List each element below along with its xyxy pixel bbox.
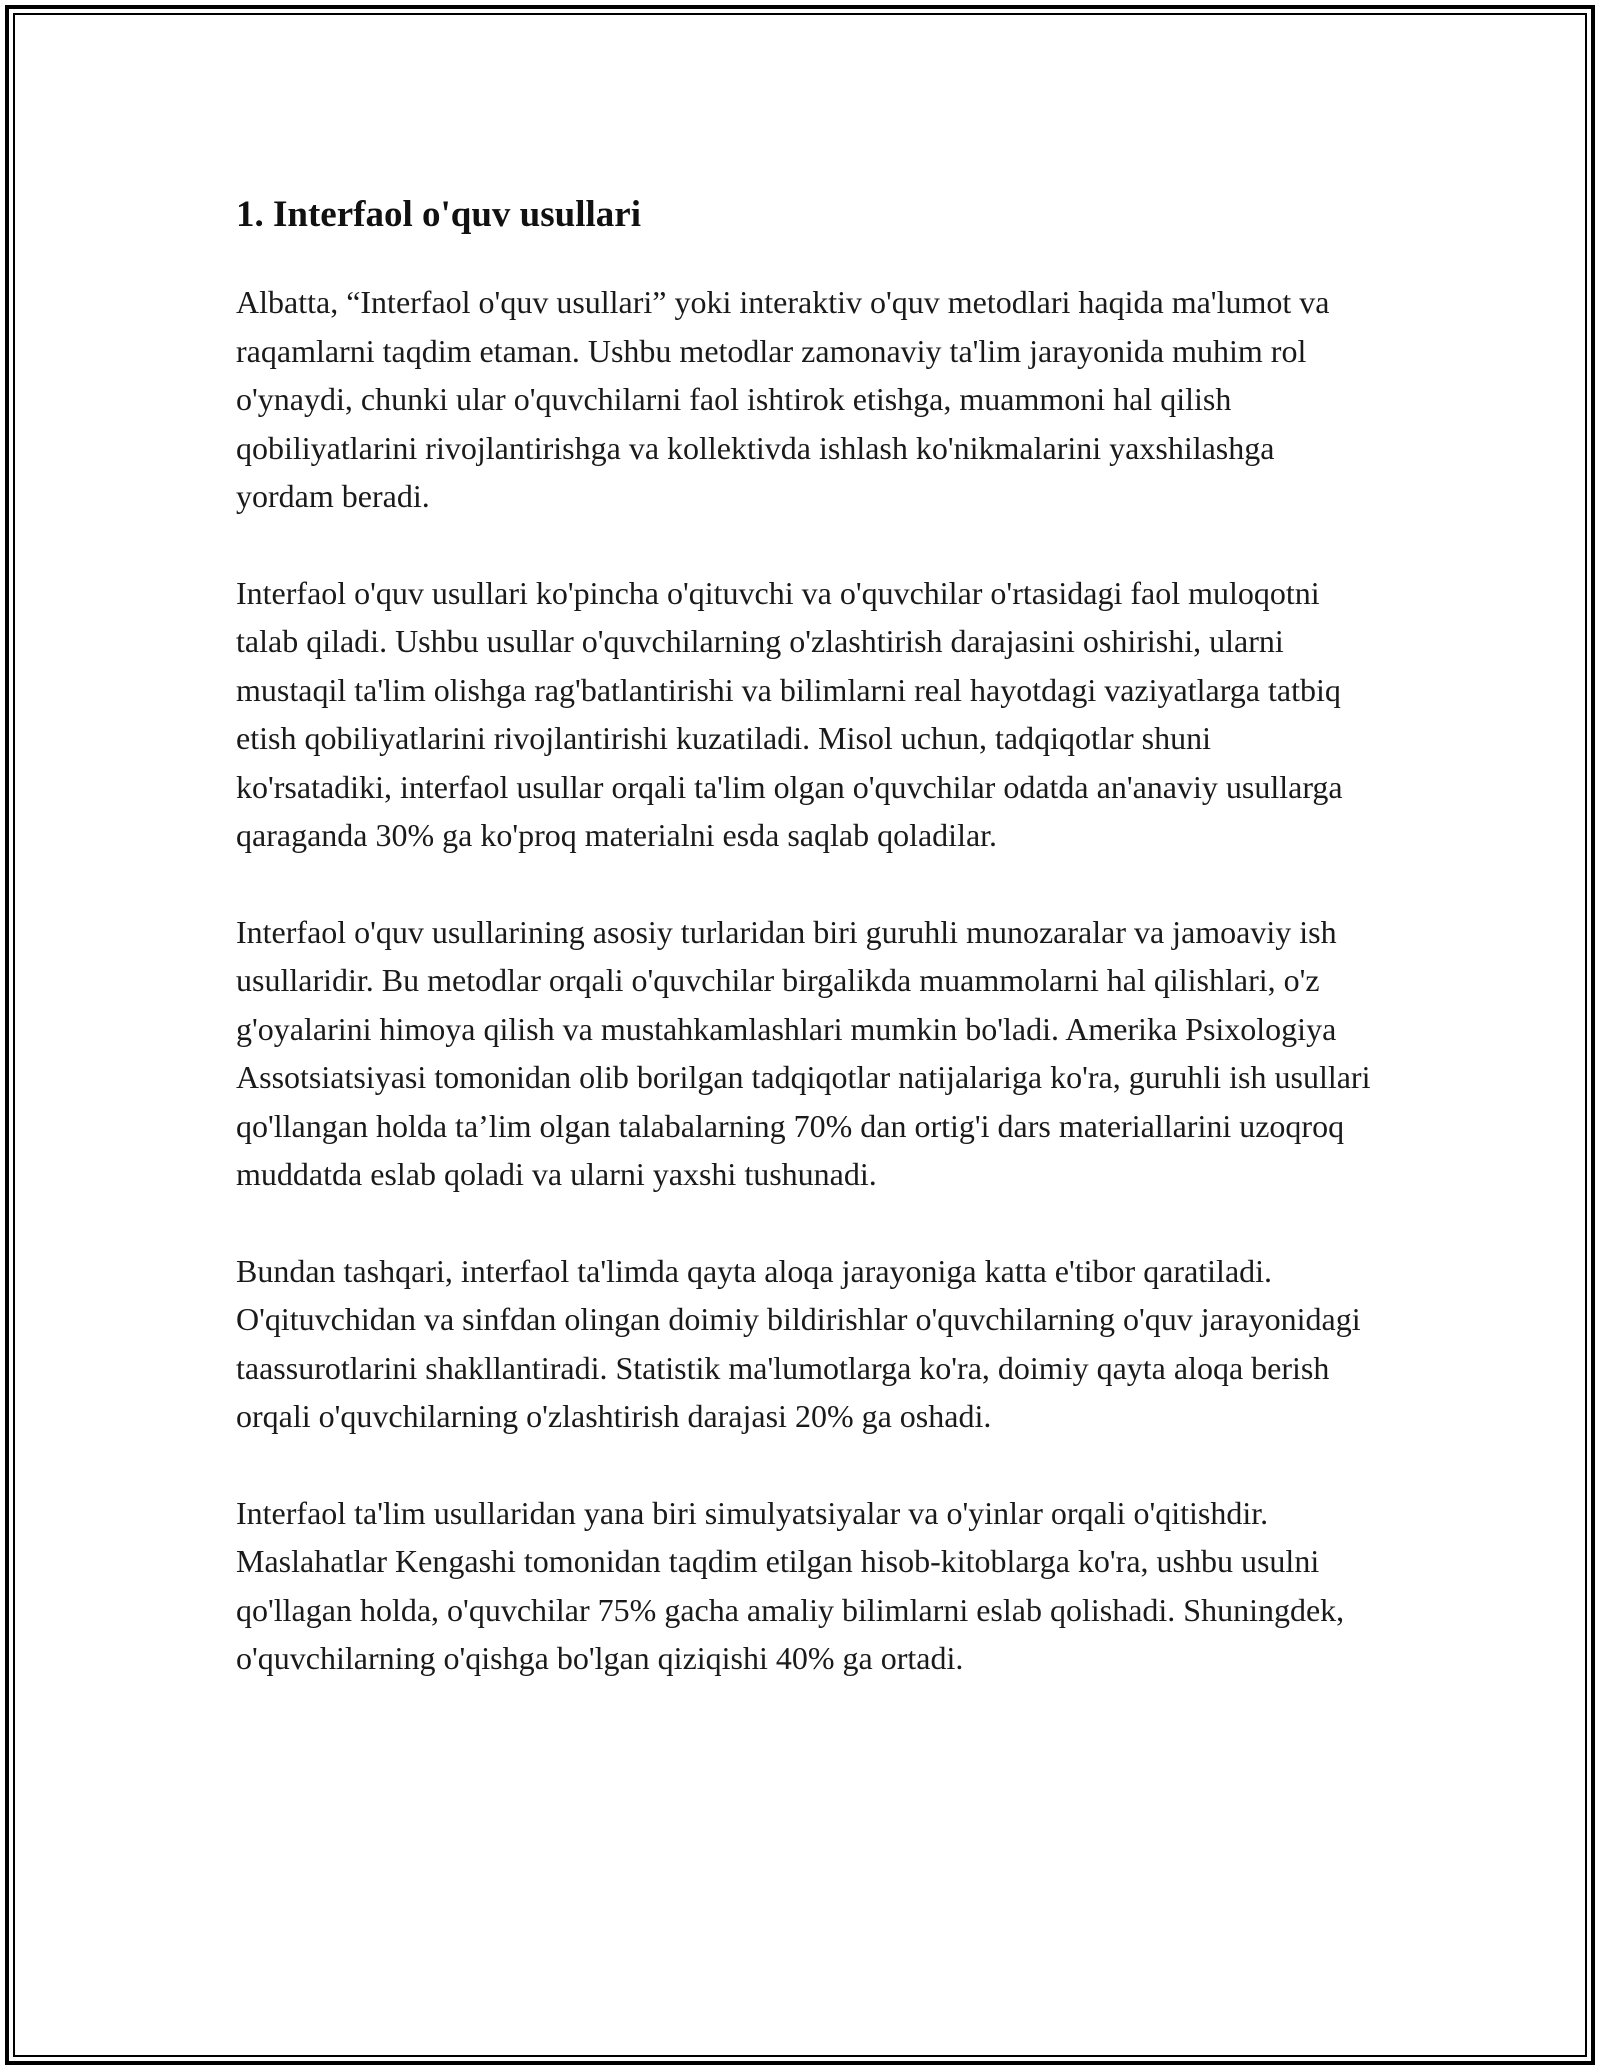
document-body	[236, 188, 1371, 1683]
section-heading: 1. Interfaol o'quv usullari	[236, 194, 641, 235]
paragraph-1: Albatta, “Interfaol o'quv usullari” yoki interaktiv o'quv metodlari haqida ma'lumot va raqamlarni taqdim etaman. Ushbu metodlar zamonaviy ta'lim jarayonida muhim rol o'ynaydi, chunki ular o'quvchilarni faol ishtirok etishga, muammoni hal qilish qobiliyatlarini rivojlantirishga va kollektivda ishlash ko'nikmalarini yaxshilashga yordam beradi.	[236, 284, 1330, 514]
paragraph-5: Interfaol ta'lim usullaridan yana biri simulyatsiyalar va o'yinlar orqali o'qitishdir. Maslahatlar Kengashi tomonidan taqdim etilgan hisob-kitoblarga ko'ra, ushbu usulni qo'llagan holda, o'quvchilar 75% gacha amaliy bilimlarni eslab qolishadi. Shuningdek, o'quvchilarning o'qishga bo'lgan qiziqishi 40% ga ortadi.	[236, 1494, 1345, 1676]
paragraph-4: Bundan tashqari, interfaol ta'limda qayta aloqa jarayoniga katta e'tibor qaratiladi. O'qituvchidan va sinfdan olingan doimiy bildirishlar o'quvchilarning o'quv jarayonidagi taassurotlarini shakllantiradi. Statistik ma'lumotlarga ko'ra, doimiy qayta aloqa berish orqali o'quvchilarning o'zlashtirish darajasi 20% ga oshadi.	[236, 1252, 1361, 1434]
paragraph-3: Interfaol o'quv usullarining asosiy turlaridan biri guruhli munozaralar va jamoaviy ish usullaridir. Bu metodlar orqali o'quvchilar birgalikda muammolarni hal qilishlari, o'z g'oyalarini himoya qilish va mustahkamlashlari mumkin bo'ladi. Amerika Psixologiya Assotsiatsiyasi tomonidan olib borilgan tadqiqotlar natijalariga ko'ra, guruhli ish usullari qo'llangan holda ta’lim olgan talabalarning 70% dan ortig'i dars materiallarini uzoqroq muddatda eslab qoladi va ularni yaxshi tushunadi.	[236, 913, 1371, 1192]
paragraph-2: Interfaol o'quv usullari ko'pincha o'qituvchi va o'quvchilar o'rtasidagi faol muloqotni talab qiladi. Ushbu usullar o'quvchilarning o'zlashtirish darajasini oshirishi, ularni mustaqil ta'lim olishga rag'batlantirishi va bilimlarni real hayotdagi vaziyatlarga tatbiq etish qobiliyatlarini rivojlantirishi kuzatiladi. Misol uchun, tadqiqotlar shuni ko'rsatadiki, interfaol usullar orqali ta'lim olgan o'quvchilar odatda an'anaviy usullarga qaraganda 30% ga ko'proq materialni esda saqlab qoladilar.	[236, 574, 1343, 853]
